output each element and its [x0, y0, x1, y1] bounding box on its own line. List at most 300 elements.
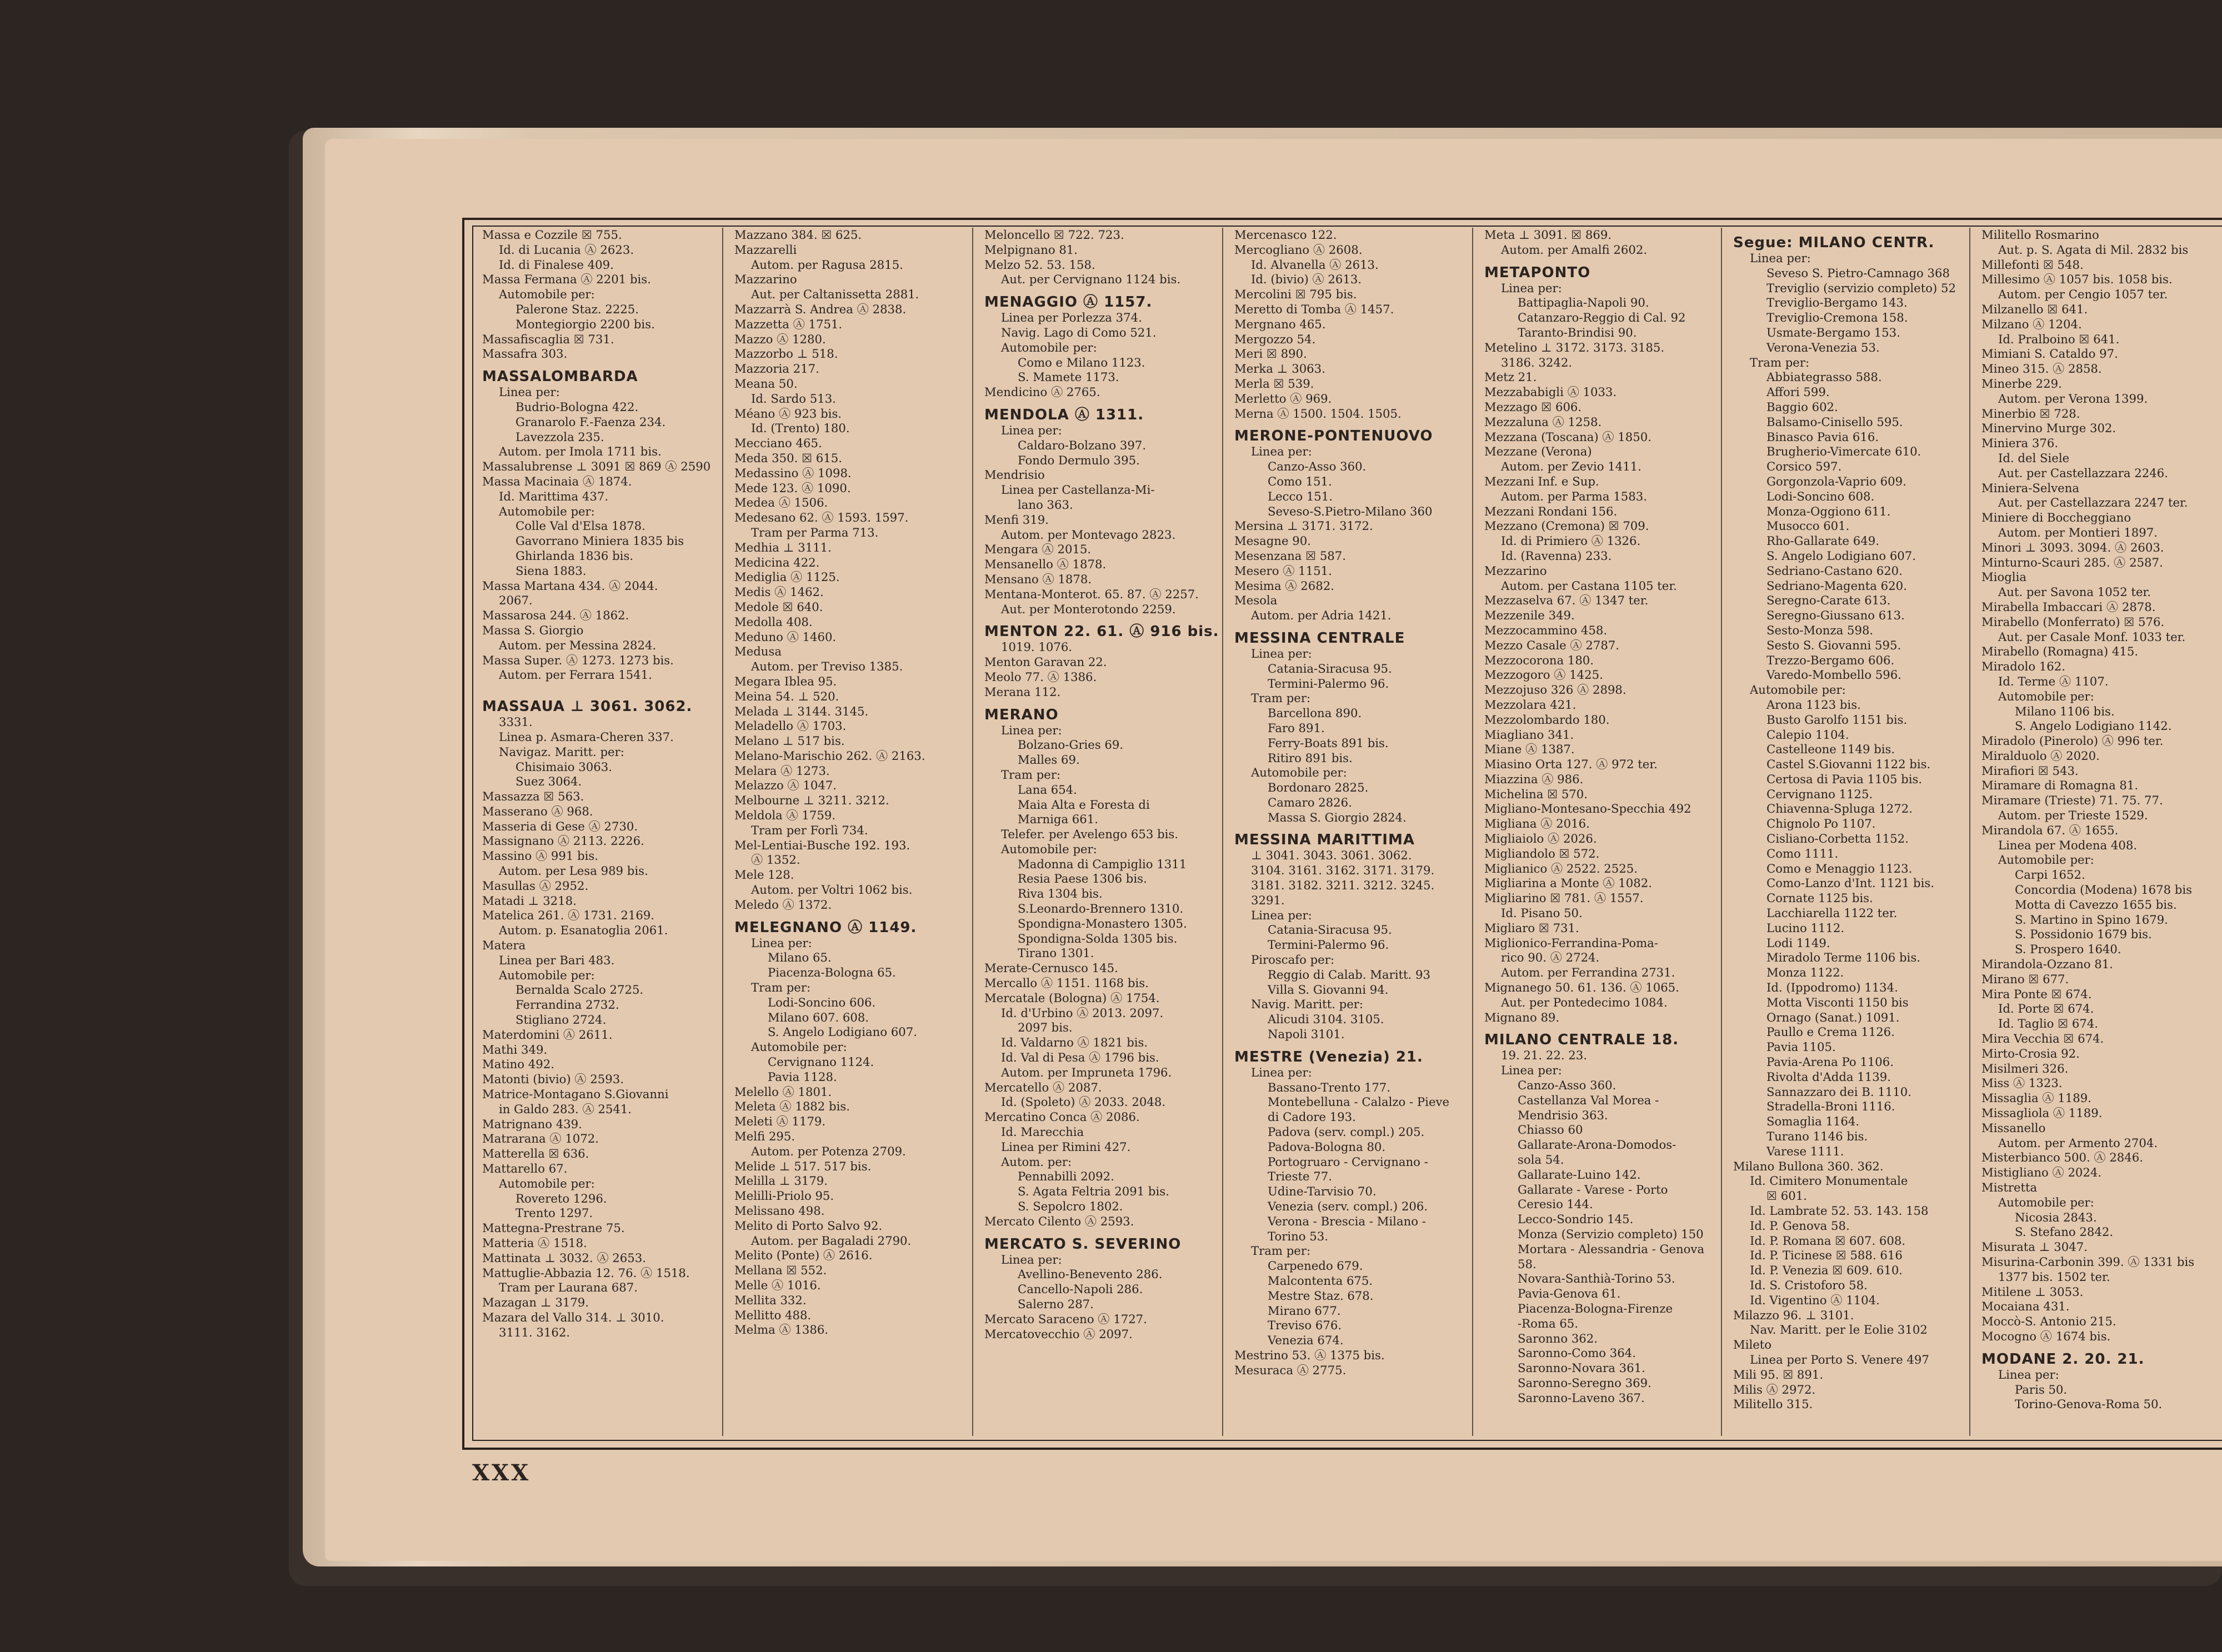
index-entry: Cornate 1125 bis. — [1766, 891, 1873, 905]
index-entry: Medhia ⊥ 3111. — [734, 540, 832, 554]
index-entry: Mestre Staz. 678. — [1268, 1288, 1374, 1303]
index-entry: Autom. per Bagaladi 2790. — [751, 1233, 912, 1248]
index-entry: Varese 1111. — [1766, 1144, 1844, 1158]
index-entry: Mercato Saraceno Ⓐ 1727. — [984, 1311, 1147, 1326]
index-entry: Saronno 362. — [1518, 1331, 1598, 1345]
index-entry: Masullas Ⓐ 2952. — [482, 878, 589, 893]
index-entry: Mirandola-Ozzano 81. — [1981, 957, 2113, 972]
index-entry: Mel-Lentiai-Busche 192. 193. — [734, 838, 910, 852]
index-entry: 3181. 3182. 3211. 3212. 3245. — [1251, 878, 1435, 893]
index-entry: Gallarate-Arona-Domodos- — [1518, 1138, 1676, 1152]
index-entry: Melello Ⓐ 1801. — [734, 1084, 832, 1099]
index-column-5 — [1472, 228, 1722, 1436]
index-entry: Palerone Staz. 2225. — [516, 302, 639, 316]
index-entry: Pavia-Genova 61. — [1518, 1286, 1621, 1301]
index-entry: Udine-Tarvisio 70. — [1268, 1184, 1377, 1199]
index-entry: Mersina ⊥ 3171. 3172. — [1234, 519, 1373, 533]
index-entry: Mirandola 67. Ⓐ 1655. — [1981, 823, 2119, 837]
index-entry: Melzo 52. 53. 158. — [984, 257, 1095, 272]
index-entry: Id. Terme Ⓐ 1107. — [1998, 674, 2109, 688]
index-entry: Sedriano-Magenta 620. — [1766, 578, 1907, 593]
index-entry: Massalubrense ⊥ 3091 ☒ 869 Ⓐ 2590 — [482, 459, 711, 474]
index-entry: Sedriano-Castano 620. — [1766, 563, 1903, 578]
index-entry: Aut. per Cervignano 1124 bis. — [1001, 272, 1181, 287]
index-entry: Siena 1883. — [516, 563, 587, 578]
index-entry: Stradella-Broni 1116. — [1766, 1099, 1895, 1114]
index-entry: Autom. per Parma 1583. — [1501, 489, 1647, 503]
index-entry: Melano ⊥ 517 bis. — [734, 734, 845, 748]
index-entry: ☒ 601. — [1766, 1189, 1807, 1203]
index-entry: Mezzaselva 67. Ⓐ 1347 ter. — [1484, 593, 1649, 608]
index-entry: Massa Super. Ⓐ 1273. 1273 bis. — [482, 653, 674, 667]
index-entry: Aut. per Castellazzara 2246. — [1998, 465, 2168, 480]
index-entry: Bordonaro 2825. — [1268, 780, 1369, 795]
index-entry: Piacenza-Bologna 65. — [768, 965, 896, 980]
index-entry: Autom. per Castana 1105 ter. — [1501, 578, 1677, 593]
index-entry: Treviglio (servizio completo) 52 — [1766, 281, 1956, 295]
index-entry: Mazzarelli — [734, 242, 797, 257]
index-entry: Miniera 376. — [1981, 436, 2059, 450]
index-entry: Medis Ⓐ 1462. — [734, 585, 824, 599]
index-entry: Mezzocorona 180. — [1484, 653, 1594, 667]
index-entry: Mirabello (Romagna) 415. — [1981, 644, 2139, 659]
index-entry: Massa e Cozzile ☒ 755. — [482, 228, 622, 242]
index-entry: Mercatino Conca Ⓐ 2086. — [984, 1110, 1140, 1124]
station-heading: MESSINA CENTRALE — [1234, 629, 1405, 647]
index-entry: Autom. p. Esanatoglia 2061. — [499, 923, 668, 938]
index-entry: Pavia-Arena Po 1106. — [1766, 1055, 1894, 1069]
index-entry: Canzo-Asso 360. — [1518, 1078, 1617, 1093]
index-entry: Concordia (Modena) 1678 bis — [2015, 883, 2193, 897]
index-entry: Mercallo Ⓐ 1151. 1168 bis. — [984, 976, 1149, 990]
index-entry: Mediglia Ⓐ 1125. — [734, 570, 840, 584]
station-heading: MERCATO S. SEVERINO — [984, 1235, 1182, 1253]
index-entry: Minturno-Scauri 285. Ⓐ 2587. — [1981, 555, 2163, 569]
index-entry: Linea per: — [1001, 1252, 1062, 1266]
index-entry: Mezzolara 421. — [1484, 697, 1577, 712]
index-entry: Mioglia — [1981, 570, 2026, 584]
index-entry: S. Prospero 1640. — [2015, 942, 2121, 957]
index-entry: Navigaz. Maritt. per: — [499, 744, 624, 759]
index-entry: Melissano 498. — [734, 1204, 825, 1218]
index-column-6 — [1721, 228, 1970, 1436]
index-entry: Metelino ⊥ 3172. 3173. 3185. — [1484, 340, 1665, 354]
index-entry: Autom. per Trieste 1529. — [1998, 808, 2148, 823]
index-entry: Lecco 151. — [1268, 489, 1333, 503]
index-entry: Automobile per: — [1998, 853, 2094, 867]
index-entry: Tram per Laurana 687. — [499, 1280, 638, 1295]
index-entry: Massa S. Giorgio — [482, 623, 584, 637]
index-entry: Mortara - Alessandria - Genova — [1518, 1241, 1704, 1256]
index-entry: Como 151. — [1268, 474, 1332, 488]
index-entry: 19. 21. 22. 23. — [1501, 1048, 1587, 1063]
index-entry: Meretto di Tomba Ⓐ 1457. — [1234, 302, 1394, 316]
index-entry: Piacenza-Bologna-Firenze — [1518, 1301, 1673, 1315]
index-entry: Mazzo Ⓐ 1280. — [734, 332, 826, 346]
index-entry: Pavia 1128. — [768, 1069, 837, 1084]
index-entry: Migliarino ☒ 781. Ⓐ 1557. — [1484, 891, 1644, 905]
index-entry: Id. P. Ticinese ☒ 588. 616 — [1750, 1248, 1903, 1263]
index-entry: Melpignano 81. — [984, 242, 1078, 257]
index-entry: Busto Garolfo 1151 bis. — [1766, 712, 1908, 727]
index-entry: Montebelluna - Calalzo - Pieve — [1268, 1095, 1450, 1109]
index-entry: Colle Val d'Elsa 1878. — [516, 519, 645, 533]
index-entry: Mazzoria 217. — [734, 362, 819, 376]
index-entry: Id. Pralboino ☒ 641. — [1998, 332, 2120, 346]
index-entry: Megara Iblea 95. — [734, 674, 837, 688]
index-entry: Id. Sardo 513. — [751, 391, 836, 406]
index-entry: Mezzano (Cremona) ☒ 709. — [1484, 519, 1649, 533]
station-heading: MASSAUA ⊥ 3061. 3062. — [482, 698, 693, 715]
index-entry: Saronno-Seregno 369. — [1518, 1375, 1652, 1390]
index-entry: Como e Menaggio 1123. — [1766, 861, 1913, 875]
index-entry: Cancello-Napoli 286. — [1018, 1282, 1143, 1296]
index-entry: Misurina-Carbonin 399. Ⓐ 1331 bis — [1981, 1254, 2195, 1269]
index-entry: Mele 128. — [734, 868, 794, 882]
index-entry: Misilmeri 326. — [1981, 1061, 2069, 1075]
index-entry: in Galdo 283. Ⓐ 2541. — [499, 1102, 632, 1116]
index-entry: rico 90. Ⓐ 2724. — [1501, 950, 1600, 965]
index-entry: Caldaro-Bolzano 397. — [1018, 438, 1147, 452]
index-entry: Mazagan ⊥ 3179. — [482, 1295, 589, 1310]
index-entry: Automobile per: — [499, 1176, 595, 1190]
index-entry: S. Mamete 1173. — [1018, 370, 1119, 384]
station-heading: MESTRE (Venezia) 21. — [1234, 1048, 1423, 1065]
index-entry: Monza (Servizio completo) 150 — [1518, 1227, 1704, 1241]
index-entry: Id. di Primiero Ⓐ 1326. — [1501, 534, 1641, 548]
index-column-3 — [972, 228, 1223, 1436]
index-entry: Mesima Ⓐ 2682. — [1234, 578, 1334, 593]
station-heading: METAPONTO — [1484, 264, 1591, 281]
index-entry: Mazzorbo ⊥ 518. — [734, 347, 838, 361]
index-entry: Como 1111. — [1766, 846, 1839, 860]
station-heading: MENTON 22. 61. Ⓐ 916 bis. — [984, 623, 1219, 640]
index-entry: Gallarate - Varese - Porto — [1518, 1182, 1668, 1197]
index-entry: Matino 492. — [482, 1057, 554, 1072]
index-entry: Bernalda Scalo 2725. — [516, 983, 644, 997]
index-entry: Torino-Genova-Roma 50. — [2015, 1397, 2163, 1411]
index-entry: Merka ⊥ 3063. — [1234, 362, 1325, 376]
index-entry: Massa S. Giorgio 2824. — [1268, 810, 1407, 824]
index-entry: Matrarana Ⓐ 1072. — [482, 1132, 599, 1146]
index-entry: Mazara del Vallo 314. ⊥ 3010. — [482, 1310, 664, 1324]
index-entry: Militello Rosmarino — [1981, 228, 2099, 242]
index-entry: Termini-Palermo 96. — [1268, 938, 1389, 952]
index-entry: 1019. 1076. — [1001, 640, 1073, 654]
index-entry: Bassano-Trento 177. — [1268, 1080, 1391, 1094]
index-entry: Trieste 77. — [1268, 1169, 1332, 1184]
index-entry: Autom. per Zevio 1411. — [1501, 459, 1642, 474]
index-entry: Mensano Ⓐ 1878. — [984, 572, 1092, 586]
index-entry: Mattegna-Prestrane 75. — [482, 1221, 625, 1235]
index-entry: Linea per: — [1251, 646, 1312, 660]
index-entry: Melito di Porto Salvo 92. — [734, 1218, 883, 1233]
index-entry: Catanzaro-Reggio di Cal. 92 — [1518, 311, 1686, 325]
index-entry: Usmate-Bergamo 153. — [1766, 325, 1900, 339]
index-entry: Meleta Ⓐ 1882 bis. — [734, 1099, 850, 1114]
index-entry: Trento 1297. — [516, 1206, 593, 1220]
index-entry: Mendicino Ⓐ 2765. — [984, 385, 1100, 399]
index-entry: Autom. per Voltri 1062 bis. — [751, 883, 913, 897]
index-entry: Id. Lambrate 52. 53. 143. 158 — [1750, 1204, 1929, 1218]
index-entry: Faro 891. — [1268, 720, 1325, 735]
index-entry: Autom. per Ragusa 2815. — [751, 257, 903, 272]
index-entry: Linea per Rimini 427. — [1001, 1139, 1131, 1154]
index-entry: Medesano 62. Ⓐ 1593. 1597. — [734, 510, 909, 525]
index-entry: S. Martino in Spino 1679. — [2015, 912, 2168, 927]
index-entry: Menton Garavan 22. — [984, 655, 1107, 669]
index-entry: Migliaro ☒ 731. — [1484, 920, 1579, 935]
index-entry: Carpenedo 679. — [1268, 1259, 1363, 1273]
index-entry: Id. d'Urbino Ⓐ 2013. 2097. — [1001, 1005, 1164, 1020]
index-entry: Abbiategrasso 588. — [1766, 370, 1882, 384]
index-entry: Fondo Dermulo 395. — [1018, 453, 1140, 467]
index-entry: Rivolta d'Adda 1139. — [1766, 1069, 1891, 1084]
index-entry: sola 54. — [1518, 1153, 1564, 1167]
index-entry: Meloncello ☒ 722. 723. — [984, 228, 1124, 242]
index-entry: Mazzano 384. ☒ 625. — [734, 228, 862, 242]
index-entry: Ritiro 891 bis. — [1268, 750, 1353, 765]
index-entry: Mirano 677. — [1268, 1303, 1341, 1318]
index-entry: Mercolini ☒ 795 bis. — [1234, 287, 1357, 302]
index-entry: Mestrino 53. Ⓐ 1375 bis. — [1234, 1348, 1385, 1362]
index-entry: Masserano Ⓐ 968. — [482, 804, 593, 818]
index-entry: Mezzana (Toscana) Ⓐ 1850. — [1484, 429, 1652, 444]
index-entry: Merana 112. — [984, 684, 1061, 699]
index-entry: Tirano 1301. — [1018, 946, 1094, 960]
index-entry: Reggio di Calab. Maritt. 93 — [1268, 967, 1430, 982]
index-entry: Gavorrano Miniera 1835 bis — [516, 534, 684, 548]
index-entry: 3111. 3162. — [499, 1325, 570, 1339]
index-entry: Mistretta — [1981, 1180, 2038, 1194]
index-entry: Linea per: — [1501, 281, 1562, 295]
index-entry: Linea per Porto S. Venere 497 — [1750, 1352, 1929, 1366]
index-entry: Milano 65. — [768, 950, 832, 965]
page-number: XXX — [472, 1460, 531, 1486]
index-entry: Autom. per Cengio 1057 ter. — [1998, 287, 2168, 302]
index-entry: Linea per Bari 483. — [499, 953, 615, 967]
index-entry: Mesenzana ☒ 587. — [1234, 548, 1347, 563]
index-entry: Meta ⊥ 3091. ☒ 869. — [1484, 228, 1612, 242]
index-entry: Mercato Cilento Ⓐ 2593. — [984, 1214, 1134, 1228]
index-entry: Mezzojuso 326 Ⓐ 2898. — [1484, 683, 1627, 697]
index-entry: Binasco Pavia 616. — [1766, 429, 1879, 444]
index-entry: Milano 1106 bis. — [2015, 704, 2115, 718]
index-entry: Ornago (Sanat.) 1091. — [1766, 1010, 1900, 1024]
index-entry: Meda 350. ☒ 615. — [734, 450, 842, 465]
index-entry: Miradolo 162. — [1981, 659, 2065, 674]
index-entry: Motta Visconti 1150 bis — [1766, 995, 1909, 1009]
index-entry: Misurata ⊥ 3047. — [1981, 1240, 2088, 1254]
index-entry: Torino 53. — [1268, 1229, 1328, 1243]
index-entry: Pavia 1105. — [1766, 1040, 1836, 1054]
index-entry: Castelleone 1149 bis. — [1766, 742, 1895, 757]
index-entry: Navig. Maritt. per: — [1251, 997, 1364, 1012]
index-entry: Trezzo-Bergamo 606. — [1766, 653, 1895, 667]
index-entry: Minerbio ☒ 728. — [1981, 406, 2080, 420]
index-entry: Mezzarino — [1484, 563, 1547, 578]
index-entry: S. Angelo Lodigiano 1142. — [2015, 719, 2172, 733]
index-entry: Id. S. Cristoforo 58. — [1750, 1278, 1868, 1292]
index-entry: Mezzocammino 458. — [1484, 623, 1608, 637]
index-entry: Miniera-Selvena — [1981, 480, 2079, 495]
index-entry: Mistigliano Ⓐ 2024. — [1981, 1165, 2102, 1180]
index-column-1 — [471, 228, 722, 1436]
index-entry: Migliarina a Monte Ⓐ 1082. — [1484, 876, 1652, 890]
index-entry: Mercatale (Bologna) Ⓐ 1754. — [984, 990, 1160, 1005]
index-entry: Migliana Ⓐ 2016. — [1484, 817, 1590, 831]
index-entry: Tram per: — [1750, 355, 1810, 369]
index-entry: S. Stefano 2842. — [2015, 1225, 2114, 1239]
index-entry: Matrignano 439. — [482, 1117, 582, 1131]
index-entry: Migliandolo ☒ 572. — [1484, 846, 1600, 860]
index-entry: Matadi ⊥ 3218. — [482, 893, 577, 908]
index-entry: Castel S.Giovanni 1122 bis. — [1766, 757, 1931, 772]
index-entry: Melfi 295. — [734, 1129, 795, 1144]
station-heading: MESSINA MARITTIMA — [1234, 832, 1415, 849]
index-entry: Brugherio-Vimercate 610. — [1766, 444, 1921, 459]
index-entry: Melilla ⊥ 3179. — [734, 1174, 828, 1188]
index-entry: Ⓐ 1352. — [751, 853, 800, 867]
index-entry: Mira Ponte ☒ 674. — [1981, 987, 2092, 1001]
index-entry: Moccò-S. Antonio 215. — [1981, 1314, 2116, 1329]
index-entry: Linea per: — [1001, 423, 1062, 437]
index-entry: Minerbe 229. — [1981, 376, 2062, 391]
index-entry: Linea per Porlezza 374. — [1001, 311, 1142, 325]
index-entry: Id. Cimitero Monumentale — [1750, 1174, 1908, 1188]
index-entry: Arona 1123 bis. — [1766, 697, 1861, 712]
index-entry: Automobile per: — [1001, 340, 1097, 354]
index-entry: Mecciano 465. — [734, 436, 822, 450]
index-entry: Meledo Ⓐ 1372. — [734, 897, 832, 912]
index-entry: Mileto — [1733, 1338, 1772, 1352]
index-entry: Militello 315. — [1733, 1397, 1813, 1411]
index-entry: Corsico 597. — [1766, 459, 1842, 474]
index-entry: 2097 bis. — [1018, 1020, 1073, 1035]
index-entry: Paris 50. — [2015, 1382, 2068, 1396]
index-entry: Mineo 315. Ⓐ 2858. — [1981, 362, 2102, 376]
index-entry: Autom. per Messina 2824. — [499, 638, 657, 652]
index-entry: S. Possidonio 1679 bis. — [2015, 927, 2152, 942]
index-entry: Ferrandina 2732. — [516, 998, 619, 1012]
index-entry: Rovereto 1296. — [516, 1191, 607, 1205]
index-entry: Mimiani S. Cataldo 97. — [1981, 347, 2118, 361]
index-entry: Linea per: — [1750, 251, 1811, 265]
index-entry: Treviso 676. — [1268, 1318, 1342, 1333]
index-entry: Aut. per Casale Monf. 1033 ter. — [1998, 629, 2186, 644]
index-entry: Milazzo 96. ⊥ 3101. — [1733, 1308, 1854, 1322]
index-entry: Autom. per Potenza 2709. — [751, 1144, 906, 1158]
index-entry: Granarolo F.-Faenza 234. — [516, 414, 666, 429]
index-entry: Linea per: — [1501, 1063, 1562, 1078]
index-entry: Mazzetta Ⓐ 1751. — [734, 317, 843, 331]
index-entry: Novara-Santhià-Torino 53. — [1518, 1271, 1675, 1286]
index-entry: Automobile per: — [1998, 1195, 2094, 1209]
index-entry: Mercenasco 122. — [1234, 228, 1337, 242]
station-heading: MENDOLA Ⓐ 1311. — [984, 406, 1144, 423]
index-entry: Certosa di Pavia 1105 bis. — [1766, 772, 1923, 786]
index-entry: Mengara Ⓐ 2015. — [984, 542, 1092, 557]
index-entry: Milano 607. 608. — [768, 1010, 869, 1024]
index-entry: Matonti (bivio) Ⓐ 2593. — [482, 1072, 624, 1087]
index-entry: Masseria di Gese Ⓐ 2730. — [482, 819, 638, 833]
index-entry: S. Angelo Lodigiano 607. — [1766, 548, 1916, 563]
index-entry: Id. Marittima 437. — [499, 489, 609, 503]
index-entry: Mercogliano Ⓐ 2608. — [1234, 242, 1363, 257]
index-entry: Spondigna-Solda 1305 bis. — [1018, 931, 1178, 945]
index-entry: Tram per Parma 713. — [751, 525, 879, 539]
index-entry: Melano-Marischio 262. Ⓐ 2163. — [734, 748, 925, 763]
index-entry: Miane Ⓐ 1387. — [1484, 742, 1575, 757]
index-entry: Monza-Oggiono 611. — [1766, 504, 1891, 518]
index-entry: Miss Ⓐ 1323. — [1981, 1076, 2063, 1090]
index-entry: Mergnano 465. — [1234, 317, 1326, 331]
index-entry: Riva 1304 bis. — [1018, 887, 1103, 901]
index-entry: Autom. per Verona 1399. — [1998, 391, 2148, 406]
index-entry: Affori 599. — [1766, 385, 1830, 399]
index-entry: Millesimo Ⓐ 1057 bis. 1058 bis. — [1981, 272, 2173, 287]
index-entry: Chignolo Po 1107. — [1766, 817, 1876, 831]
index-entry: Nicosia 2843. — [2015, 1210, 2097, 1224]
index-entry: Linea per: — [499, 385, 560, 399]
index-entry: Mesola — [1234, 593, 1278, 608]
index-entry: Chiasso 60 — [1518, 1123, 1583, 1137]
index-entry: 3104. 3161. 3162. 3171. 3179. — [1251, 863, 1435, 878]
index-entry: Termini-Palermo 96. — [1268, 676, 1389, 690]
index-entry: Saronno-Novara 361. — [1518, 1361, 1645, 1375]
index-entry: Automobile per: — [1251, 765, 1347, 780]
index-entry: Matera — [482, 938, 526, 953]
index-entry: Medassino Ⓐ 1098. — [734, 465, 852, 480]
index-entry: Miazzina Ⓐ 986. — [1484, 772, 1584, 786]
index-entry: Seregno-Giussano 613. — [1766, 608, 1905, 623]
index-entry: Linea per: — [751, 935, 812, 950]
index-entry: Massa Fermana Ⓐ 2201 bis. — [482, 272, 651, 287]
index-entry: Miradolo (Pinerolo) Ⓐ 996 ter. — [1981, 734, 2164, 748]
index-entry: Melide ⊥ 517. 517 bis. — [734, 1159, 872, 1173]
index-entry: Medicina 422. — [734, 555, 820, 569]
index-entry: Marniga 661. — [1018, 812, 1098, 827]
index-entry: Nav. Maritt. per le Eolie 3102 — [1750, 1323, 1928, 1337]
index-entry: Matteria Ⓐ 1518. — [482, 1236, 587, 1250]
index-entry: Ceresio 144. — [1518, 1197, 1593, 1212]
index-entry: Milzano Ⓐ 1204. — [1981, 317, 2082, 331]
index-entry: Meleti Ⓐ 1179. — [734, 1114, 826, 1129]
index-entry: Canzo-Asso 360. — [1268, 459, 1367, 474]
index-entry: Matterella ☒ 636. — [482, 1147, 589, 1161]
index-entry: Massignano Ⓐ 2113. 2226. — [482, 834, 644, 848]
index-entry: Malcontenta 675. — [1268, 1274, 1373, 1288]
index-entry: -Roma 65. — [1518, 1316, 1579, 1330]
index-entry: Varedo-Mombello 596. — [1766, 668, 1901, 682]
index-entry: Migliano-Montesano-Specchia 492 — [1484, 802, 1691, 816]
index-entry: Mocaiana 431. — [1981, 1299, 2070, 1314]
index-entry: Id. P. Romana ☒ 607. 608. — [1750, 1233, 1906, 1248]
index-entry: Avellino-Benevento 286. — [1018, 1267, 1163, 1281]
index-entry: Mezzolombardo 180. — [1484, 712, 1610, 727]
index-entry: Saronno-Como 364. — [1518, 1346, 1636, 1360]
index-entry: Padova (serv. compl.) 205. — [1268, 1125, 1425, 1139]
index-entry: Automobile per: — [499, 968, 595, 982]
index-entry: Merletto Ⓐ 969. — [1234, 391, 1332, 406]
index-entry: Stigliano 2724. — [516, 1013, 607, 1027]
index-entry: Aut. per Caltanissetta 2881. — [751, 287, 919, 302]
index-entry: Miglionico-Ferrandina-Poma- — [1484, 935, 1658, 950]
index-entry: Linea per: — [1251, 908, 1312, 922]
index-entry: Como-Lanzo d'Int. 1121 bis. — [1766, 876, 1934, 890]
index-entry: Mercatello Ⓐ 2087. — [984, 1080, 1102, 1094]
index-entry: Telefer. per Avelengo 653 bis. — [1001, 827, 1179, 842]
